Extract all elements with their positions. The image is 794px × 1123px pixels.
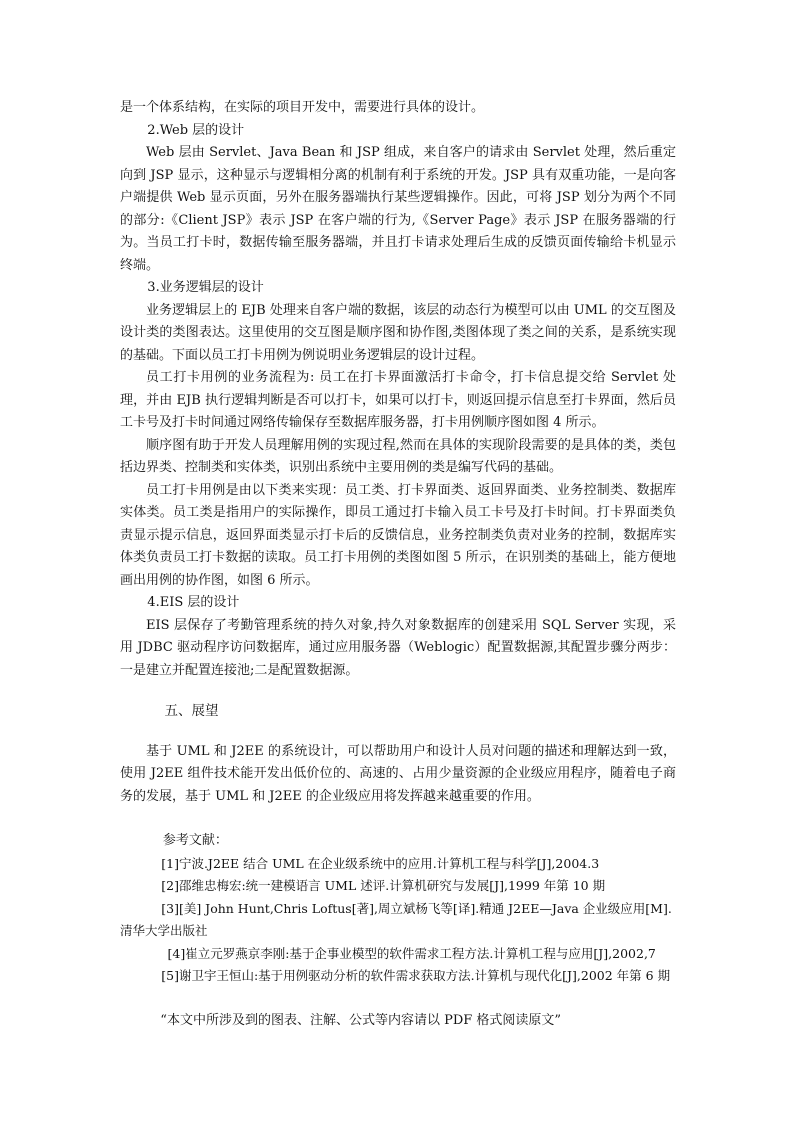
paragraph-architecture: 是一个体系结构，在实际的项目开发中，需要进行具体的设计。 [120,100,485,115]
reference-item-1: [1]宁波.J2EE 结合 UML 在企业级系统中的应用.计算机工程与科学[J],2004.3 [161,855,600,871]
paragraph-web-layer: Web 层由 Servlet、Java Bean 和 JSP 组成，来自客户的请求由 Servlet 处理，然后重定向到 JSP 显示，这种显示与逻辑相分离的机制有利于系统的开发。JSP 具有双重功能，一是向客户端提供 Web 显示页面，另外在服务器端执行某些逻辑操作。因此，可将 JSP 划分为两个不同的部分:《Client JSP》表示 JSP 在客户端的行为,《Server Page》表示 JSP 在服务器端的行为。当员工打卡时，数据传输至服务器端，并且打卡请求处理后生成的反馈页面传输给卡机显示终端。 [120,145,676,273]
references-title: 参考文献： [162,833,228,848]
spacer [120,808,676,830]
paragraph-business-layer-2: 员工打卡用例的业务流程为: 员工在打卡界面激活打卡命令，打卡信息提交给 Servlet 处理，并由 EJB 执行逻辑判断是否可以打卡，如果可以打卡，则返回提示信息至打卡界面，然后员工卡号及打卡时间通过网络传输保存至数据库服务器，打卡用例顺序图如图 4 所示。 [120,370,676,430]
reference-item-3: [3][美] John Hunt,Chris Loftus[著],周立斌杨飞等[译].精通 J2EE—Java 企业级应用[M].清华大学出版社 [120,900,672,938]
heading-eis-layer: 4.EIS 层的设计 [147,595,240,610]
section-title-outlook: 五、展望 [164,703,219,719]
paragraph-business-layer-4: 员工打卡用例是由以下类来实现：员工类、打卡界面类、返回界面类、业务控制类、数据库实体类。员工类是指用户的实际操作，即员工通过打卡输入员工卡号及打卡时间。打卡界面类负责显示提示信息，返回界面类显示打卡后的反馈信息，业务控制类负责对业务的控制，数据库实体类负责员工打卡数据的读取。员工打卡用例的类图如图 5 所示，在识别类的基础上，能方便地画出用例的协作图，如图 6 所示。 [120,482,676,588]
pdf-notice: “本文中所涉及到的图表、注解、公式等内容请以 PDF 格式阅读原文” [160,1012,562,1028]
reference-item-5: [5]谢卫宇王恒山:基于用例驱动分析的软件需求获取方法.计算机与现代化[J],2002 年第 6 期 [161,968,671,983]
paragraph-eis-layer: EIS 层保存了考勤管理系统的持久对象,持久对象数据库的创建采用 SQL Server 实现，采用 JDBC 驱动程序访问数据库，通过应用服务器（Weblogic）配置数据源,其配置步骤分两步：一是建立并配置连接池;二是配置数据源。 [120,617,676,678]
paragraph-business-layer-3: 顺序图有助于开发人员理解用例的实现过程,然而在具体的实现阶段需要的是具体的类，类包括边界类、控制类和实体类，识别出系统中主要用例的类是编写代码的基础。 [120,437,676,475]
heading-business-layer: 3.业务逻辑层的设计 [147,280,264,295]
reference-item-4: [4]崔立元罗燕京李刚:基于企事业模型的软件需求工程方法.计算机工程与应用[J],2002,7 [167,945,656,961]
heading-web-layer: 2.Web 层的设计 [147,122,245,138]
document-page [120,97,676,1032]
reference-item-2: [2]邵维忠梅宏:统一建模语言 UML 述评.计算机研究与发展[J],1999 年第 10 期 [161,878,606,893]
spacer [120,723,676,741]
spacer [120,988,676,1010]
paragraph-outlook: 基于 UML 和 J2EE 的系统设计，可以帮助用户和设计人员对问题的描述和理解达到一致，使用 J2EE 组件技术能开发出低价位的、高速的、占用少量资源的企业级应用程序，随着电子商务的发展，基于 UML 和 J2EE 的企业级应用将发挥越来越重要的作用。 [120,743,676,804]
paragraph-business-layer-1: 业务逻辑层上的 EJB 处理来自客户端的数据，该层的动态行为模型可以由 UML 的交互图及设计类的类图表达。这里使用的交互图是顺序图和协作图,类图体现了类之间的关系，是系统实现的基础。下面以员工打卡用例为例说明业务逻辑层的设计过程。 [120,302,676,363]
